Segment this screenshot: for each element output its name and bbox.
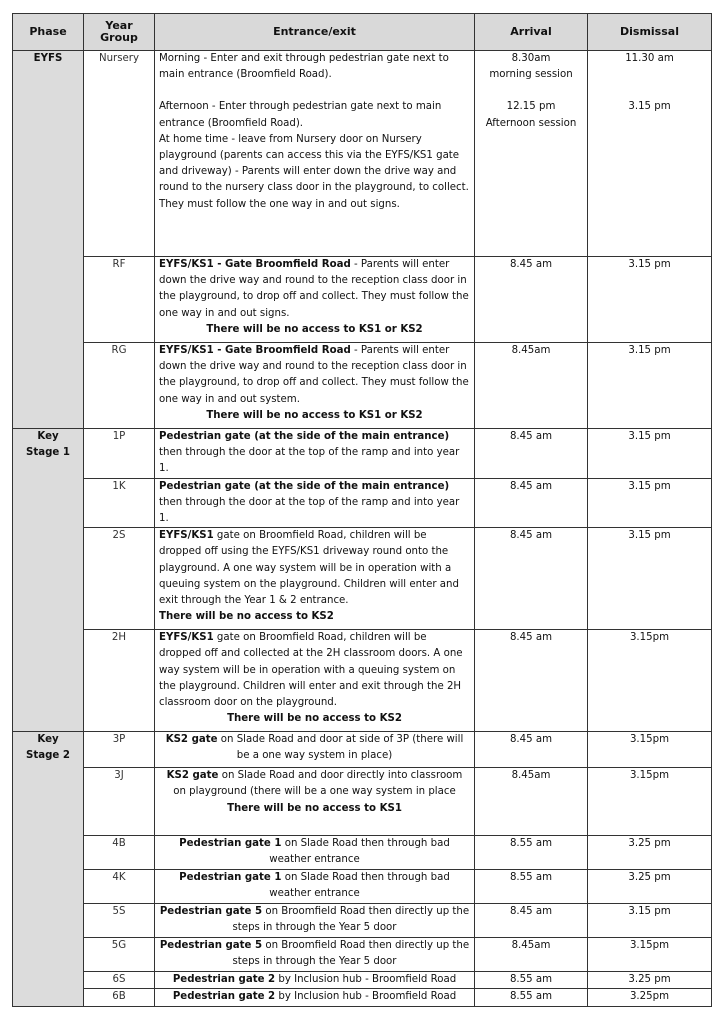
entrance-gate: KS2 gate [165, 734, 218, 746]
entrance-details: on Slade Road and door at side of 3P (there will be a one way system in place) [217, 734, 464, 762]
entrance-details: gate on Broomfield Road, children will be dropped off using the EYFS/KS1 driveway round onto the playground. A one way system will be in operation with a queuing system on the playground. Children will enter and exit through the Year 1 & 2 entrance. [159, 530, 459, 607]
phase-ks2-line2: Stage 2 [26, 750, 70, 762]
entrance-details: by Inclusion hub - Broomfield Road [275, 991, 457, 1003]
year-group: 4K [84, 870, 155, 904]
access-note: There will be no access to KS1 [227, 802, 402, 814]
entrance-exit [155, 732, 475, 768]
arrival-time: 8.55 am [475, 972, 588, 989]
entrance-gate: Pedestrian gate (at the side of the main entrance) [159, 431, 450, 442]
table-row [13, 630, 712, 732]
phase-ks2-line1: Key [37, 734, 59, 746]
entrance-gate: Pedestrian gate 1 [179, 872, 282, 884]
table-row [13, 732, 712, 768]
entrance-gate: Pedestrian gate 5 [159, 940, 263, 952]
entrance-details: - Parents will enter down the drive way and round to the reception class door in the playground, to drop off and collect. They must follow the one way in and out system. [159, 345, 469, 405]
arrival-time: 8.55 am [475, 836, 588, 870]
nursery-afternoon: Afternoon - Enter through pedestrian gate next to main entrance (Broomfield Road). [159, 101, 442, 129]
entrance-gate: Pedestrian gate (at the side of the main entrance) [159, 480, 450, 492]
entrance-exit [155, 51, 475, 257]
dismissal-time: 3.15 pm [588, 429, 712, 479]
phase-ks1-line2: Stage 1 [26, 447, 70, 459]
entrance-exit [155, 768, 475, 836]
arrival-time: 8.45 am [475, 630, 588, 732]
table-row [13, 478, 712, 528]
dismissal-time [588, 51, 712, 257]
entrance-gate: Pedestrian gate 1 [179, 838, 282, 850]
year-group: 1P [84, 429, 155, 479]
entrance-exit [155, 343, 475, 429]
table-row [13, 768, 712, 836]
header-arrival: Arrival [475, 14, 588, 51]
arrival-time: 8.45 am [475, 257, 588, 343]
dismissal-time: 3.15pm [588, 630, 712, 732]
phase-key-stage-2 [13, 732, 84, 1006]
year-group: 2H [84, 630, 155, 732]
nursery-home-time: At home time - leave from Nursery door on Nursery playground (parents can access this via the EYFS/KS1 gate and driveway) - Parents will enter down the drive way and round to the nursery class door in the playground, to collect. They must follow the one way in and out signs. [159, 133, 469, 210]
year-group: 3J [84, 768, 155, 836]
table-row [13, 938, 712, 972]
dismissal-afternoon: 3.15 pm [628, 101, 671, 113]
year-group: 2S [84, 528, 155, 630]
entrance-exit [155, 870, 475, 904]
entrance-gate: Pedestrian gate 2 [172, 991, 276, 1003]
dismissal-time: 3.25pm [588, 989, 712, 1006]
entrance-gate: EYFS/KS1 [159, 632, 214, 644]
arrival-time: 8.45 am [475, 528, 588, 630]
header-entrance-exit: Entrance/exit [155, 14, 475, 51]
entrance-details: on Slade Road and door directly into classroom on playground (there will be a one way system in place [173, 770, 463, 798]
entrance-gate: Pedestrian gate 2 [172, 974, 276, 986]
access-note: There will be no access to KS2 [159, 611, 334, 623]
arrival-morning-label: morning session [489, 69, 573, 81]
dismissal-time: 3.15 pm [588, 904, 712, 938]
arrival-time: 8.45 am [475, 429, 588, 479]
entrance-details: then through the door at the top of the ramp and into year 1. [159, 447, 460, 475]
header-dismissal: Dismissal [588, 14, 712, 51]
arrival-time: 8.45 am [475, 904, 588, 938]
entrance-exit [155, 904, 475, 938]
timetable-document [12, 13, 711, 1007]
access-note: There will be no access to KS1 or KS2 [206, 323, 423, 335]
dismissal-time: 3.15 pm [588, 528, 712, 630]
table-row [13, 972, 712, 989]
header-year-group [84, 14, 155, 51]
year-group: 1K [84, 478, 155, 528]
table-row [13, 904, 712, 938]
dismissal-time: 3.15 pm [588, 478, 712, 528]
entrance-exit [155, 836, 475, 870]
entrance-details: gate on Broomfield Road, children will be dropped off and collected at the 2H classroom doors. A one way system will be in operation with a queuing system on the playground. Children will enter and exit through the 2H classroom door on the playground. [159, 632, 463, 709]
dismissal-time: 3.15pm [588, 938, 712, 972]
table-row [13, 429, 712, 479]
entrance-details: on Slade Road then through bad weather entrance [269, 872, 450, 900]
year-group: RG [84, 343, 155, 429]
entrance-details: by Inclusion hub - Broomfield Road [275, 974, 457, 986]
dismissal-time: 3.25 pm [588, 972, 712, 989]
arrival-time: 8.45am [475, 768, 588, 836]
entrance-gate: KS2 gate [166, 770, 219, 782]
nursery-morning: Morning - Enter and exit through pedestrian gate next to main entrance (Broomfield Road). [159, 53, 449, 81]
entrance-details: then through the door at the top of the ramp and into year 1. [159, 496, 460, 525]
access-note: There will be no access to KS2 [227, 713, 402, 725]
entrance-exit [155, 257, 475, 343]
dismissal-time: 3.25 pm [588, 836, 712, 870]
entrance-details: on Broomfield Road then directly up the steps in through the Year 5 door [232, 940, 470, 968]
dismissal-time: 3.15pm [588, 732, 712, 768]
entrance-exit [155, 972, 475, 989]
arrival-morning-time: 8.30am [511, 53, 551, 64]
dismissal-time: 3.25 pm [588, 870, 712, 904]
table-row [13, 528, 712, 630]
year-group: 5S [84, 904, 155, 938]
entrance-exit [155, 630, 475, 732]
arrival-time: 8.45am [475, 938, 588, 972]
table-row [13, 989, 712, 1006]
entrance-details: on Slade Road then through bad weather entrance [269, 838, 450, 866]
entrance-exit [155, 938, 475, 972]
header-phase: Phase [13, 14, 84, 51]
phase-eyfs: EYFS [13, 51, 84, 429]
phase-ks1-line1: Key [37, 431, 59, 442]
entrance-exit [155, 528, 475, 630]
dismissal-time: 3.15pm [588, 768, 712, 836]
dismissal-time: 3.15 pm [588, 343, 712, 429]
year-group: Nursery [84, 51, 155, 257]
phase-key-stage-1 [13, 429, 84, 732]
entrance-gate: EYFS/KS1 - Gate Broomfield Road [159, 345, 351, 356]
year-group: 4B [84, 836, 155, 870]
arrival-time [475, 51, 588, 257]
header-year-line1: Year [105, 19, 133, 32]
arrival-time: 8.55 am [475, 870, 588, 904]
header-year-line2: Group [100, 31, 138, 44]
arrival-time: 8.55 am [475, 989, 588, 1006]
entrance-gate: EYFS/KS1 [159, 530, 214, 542]
table-row [13, 343, 712, 429]
arrival-time: 8.45 am [475, 478, 588, 528]
table-row [13, 257, 712, 343]
table-row [13, 870, 712, 904]
arrival-afternoon-label: Afternoon session [485, 117, 577, 129]
table-row [13, 836, 712, 870]
year-group: 6B [84, 989, 155, 1006]
entrance-exit [155, 429, 475, 479]
arrival-time: 8.45 am [475, 732, 588, 768]
entrance-exit [155, 478, 475, 528]
header-row [13, 14, 712, 51]
arrival-afternoon-time: 12.15 pm [506, 101, 556, 113]
dismissal-morning: 11.30 am [625, 53, 674, 64]
table-row [13, 51, 712, 257]
entrance-exit-table [12, 13, 712, 1007]
entrance-gate: Pedestrian gate 5 [159, 906, 263, 918]
entrance-gate: EYFS/KS1 - Gate Broomfield Road [159, 259, 351, 270]
year-group: RF [84, 257, 155, 343]
year-group: 5G [84, 938, 155, 972]
entrance-exit [155, 989, 475, 1006]
entrance-details: - Parents will enter down the drive way and round to the reception class door in the playground, to drop off and collect. They must follow the one way in and out signs. [159, 259, 469, 319]
year-group: 3P [84, 732, 155, 768]
dismissal-time: 3.15 pm [588, 257, 712, 343]
access-note: There will be no access to KS1 or KS2 [206, 409, 423, 421]
entrance-details: on Broomfield Road then directly up the steps in through the Year 5 door [232, 906, 470, 934]
arrival-time: 8.45am [475, 343, 588, 429]
year-group: 6S [84, 972, 155, 989]
